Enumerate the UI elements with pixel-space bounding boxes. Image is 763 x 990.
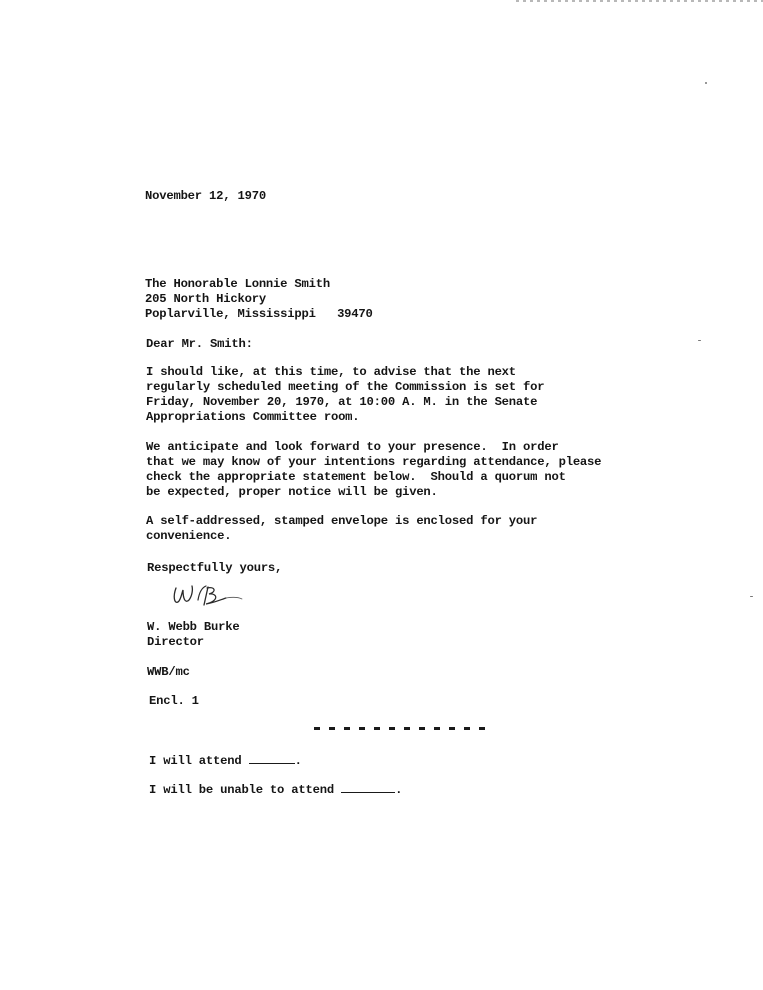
closing: Respectfully yours,: [147, 561, 283, 575]
tear-off-divider: [314, 727, 490, 730]
unable-checkbox-line[interactable]: [341, 782, 395, 793]
recipient-city: Poplarville, Mississippi 39470: [145, 307, 373, 321]
scan-edge-dots: [516, 0, 763, 2]
signer-name: W. Webb Burke: [147, 620, 240, 634]
reference-initials: WWB/mc: [147, 665, 190, 679]
enclosure-note: Encl. 1: [149, 694, 199, 708]
attend-checkbox-line[interactable]: [249, 753, 295, 764]
scan-speck: [705, 82, 707, 84]
unable-statement: [149, 782, 402, 798]
paragraph-line: check the appropriate statement below. Should a quorum not: [146, 470, 566, 484]
recipient-name: The Honorable Lonnie Smith: [145, 277, 330, 291]
signer-block: [147, 620, 239, 650]
scan-speck: [698, 340, 701, 341]
paragraph-line: A self-addressed, stamped envelope is enclosed for your: [146, 514, 538, 528]
paragraph-line: that we may know of your intentions regarding attendance, please: [146, 455, 602, 469]
paragraph-line: regularly scheduled meeting of the Commission is set for: [146, 380, 545, 394]
paragraph-line: We anticipate and look forward to your presence. In order: [146, 440, 559, 454]
scan-speck: [750, 596, 753, 597]
attend-suffix: .: [294, 754, 302, 768]
unable-label: I will be unable to attend: [149, 783, 334, 797]
paragraph-line: be expected, proper notice will be given.: [146, 485, 438, 499]
paragraph-line: Friday, November 20, 1970, at 10:00 A. M. in the Senate: [146, 395, 538, 409]
paragraph-meeting: [146, 365, 544, 425]
letter-date: November 12, 1970: [145, 189, 266, 203]
paragraph-envelope: [146, 514, 537, 544]
paragraph-line: Appropriations Committee room.: [146, 410, 360, 424]
paragraph-attendance: [146, 440, 601, 500]
signer-title: Director: [147, 635, 204, 649]
paragraph-line: convenience.: [146, 529, 232, 543]
recipient-address: [145, 277, 373, 322]
paragraph-line: I should like, at this time, to advise that the next: [146, 365, 516, 379]
unable-suffix: .: [395, 783, 403, 797]
attend-label: I will attend: [149, 754, 242, 768]
recipient-street: 205 North Hickory: [145, 292, 266, 306]
salutation: Dear Mr. Smith:: [146, 337, 253, 351]
handwritten-signature: [168, 578, 248, 614]
attend-statement: [149, 753, 302, 769]
